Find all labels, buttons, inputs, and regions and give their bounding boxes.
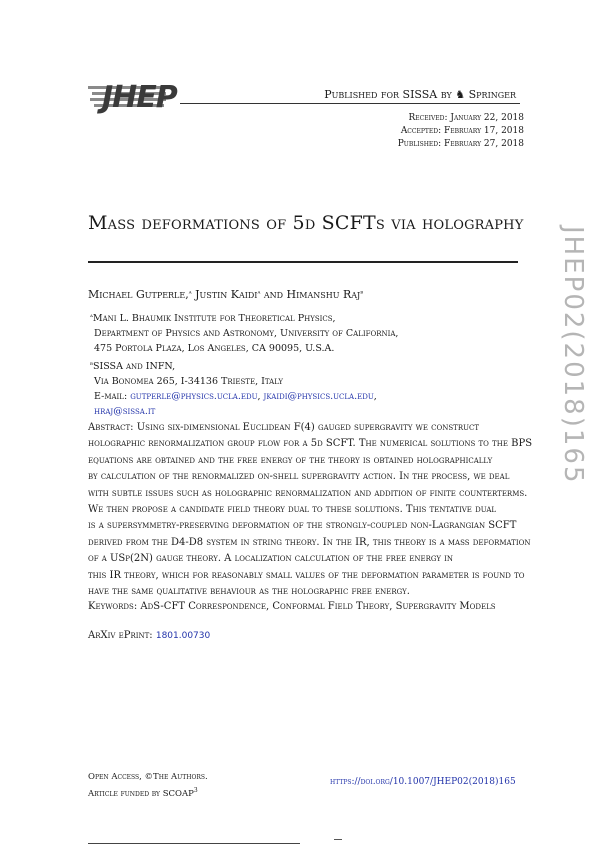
logo-text: JHEP: [102, 80, 177, 115]
open-access-text: Open Access, ©The Authors.: [88, 772, 208, 782]
abstract-line-8: derived from the D4-D8 system in string theory. In the IR, this theory is a mass deformation: [88, 536, 531, 548]
abstract-line-1: Using six-dimensional Euclidean F(4) gauged supergravity we construct: [136, 422, 480, 433]
abstract-line-6: We then propose a candidate field theory dual to these solutions. This tentative dual: [88, 504, 497, 516]
header-rule: [180, 103, 520, 104]
abstract-line-4: by calculation of the renormalized on-shell supergravity action. In the process, we deal: [88, 471, 510, 483]
email-label: E-mail:: [94, 391, 128, 403]
author-1: Michael Gutperle,: [88, 288, 189, 301]
bottom-mark: [334, 839, 342, 840]
title-rule: [88, 261, 518, 263]
jhep-logo: [88, 80, 177, 115]
arxiv-label: ArXiv ePrint:: [88, 630, 153, 641]
abstract-line-10: this IR theory, which for reasonably small values of the deformation parameter is found to: [88, 569, 525, 581]
abstract-line-7: is a supersymmetry-preserving deformation of the strongly-coupled non-Lagrangian SCFT: [88, 520, 517, 532]
keywords-label: Keywords:: [88, 601, 138, 612]
affil-b-line2: Via Bonomea 265, I-34136 Trieste, Italy: [94, 376, 284, 388]
author-3: Himanshu Raj: [286, 288, 361, 301]
doi-link[interactable]: https://doi.org/10.1007/JHEP02(2018)165: [330, 777, 516, 787]
abstract: [88, 420, 600, 600]
abstract-line-5: with subtle issues such as holographic renormalization and addition of finite counterterms.: [88, 487, 528, 499]
author-3-affil: b: [360, 288, 364, 296]
affil-a-mark: a: [90, 312, 93, 319]
abstract-label: Abstract:: [88, 422, 134, 433]
side-identifier-stamp: JHEP02(2018)165: [558, 226, 588, 485]
funded-text: Article funded by SCOAP: [88, 788, 194, 799]
bottom-rule: [88, 843, 300, 844]
author-list: Michael Gutperle,$^a$ Justin Kaidi$^a$ and Himanshu Raj$^b$: [88, 288, 364, 301]
springer-horse-icon: ♞: [455, 88, 466, 101]
author-2: Justin Kaidi: [195, 288, 258, 301]
affil-a-line2: Department of Physics and Astronomy, University of California,: [94, 328, 399, 340]
author-2-affil: a: [257, 288, 261, 296]
affil-b-mark: b: [90, 360, 93, 368]
abstract-line-2: holographic renormalization group flow for a 5d SCFT. The numerical solutions to the BPS: [88, 438, 533, 450]
received-date: Received: January 22, 2018: [408, 113, 524, 123]
affil-a-line3: 475 Portola Plaza, Los Angeles, CA 90095, U.S.A.: [94, 343, 335, 355]
footer-license: [88, 771, 208, 801]
publisher-name: Springer: [468, 88, 516, 101]
keywords: [88, 601, 496, 612]
keywords-text: AdS-CFT Correspondence, Conformal Field Theory, Supergravity Models: [140, 601, 496, 612]
affil-b-line1: SISSA and INFN,: [92, 361, 176, 373]
email-link-1[interactable]: gutperle@physics.ucla.edu: [130, 391, 258, 403]
author-1-affil: a: [188, 288, 192, 296]
published-date: Published: February 27, 2018: [397, 139, 524, 149]
abstract-line-3: equations are obtained and the free energy of the theory is obtained holographically: [88, 454, 493, 466]
email-link-3[interactable]: hraj@sissa.it: [94, 406, 156, 418]
email-link-2[interactable]: jkaidi@physics.ucla.edu: [263, 391, 374, 403]
paper-title: Mass deformations of 5d SCFTs via holography: [88, 212, 524, 234]
published-for: Published for SISSA by: [324, 88, 452, 101]
abstract-line-11: have the same qualitative behaviour as the holographic free energy.: [88, 586, 410, 598]
funded-sup: 3: [193, 787, 198, 794]
affil-a-line1: Mani L. Bhaumik Institute for Theoretical Physics,: [92, 313, 336, 325]
affiliations: $^a$Mani L. Bhaumik Institute for Theoretical Physics, Department of Physics and Astronomy, University of California, 475 Portola Plaza, Los Angeles, CA 90095, U.S.A. $^b$SISSA and INFN, Via Bonomea 265, I-34136 Trieste, Italy E-mail: gutperle@physics.ucla.edu, jkaidi@physics.ucla.edu, hraj@sissa.it: [90, 312, 399, 418]
arxiv-eprint: [88, 630, 210, 641]
abstract-line-9: of a USp(2N) gauge theory. A localization calculation of the free energy in: [88, 553, 454, 565]
accepted-date: Accepted: February 17, 2018: [400, 126, 524, 136]
published-line: [180, 88, 516, 101]
arxiv-link[interactable]: 1801.00730: [155, 631, 211, 641]
publication-dates: [398, 112, 524, 151]
